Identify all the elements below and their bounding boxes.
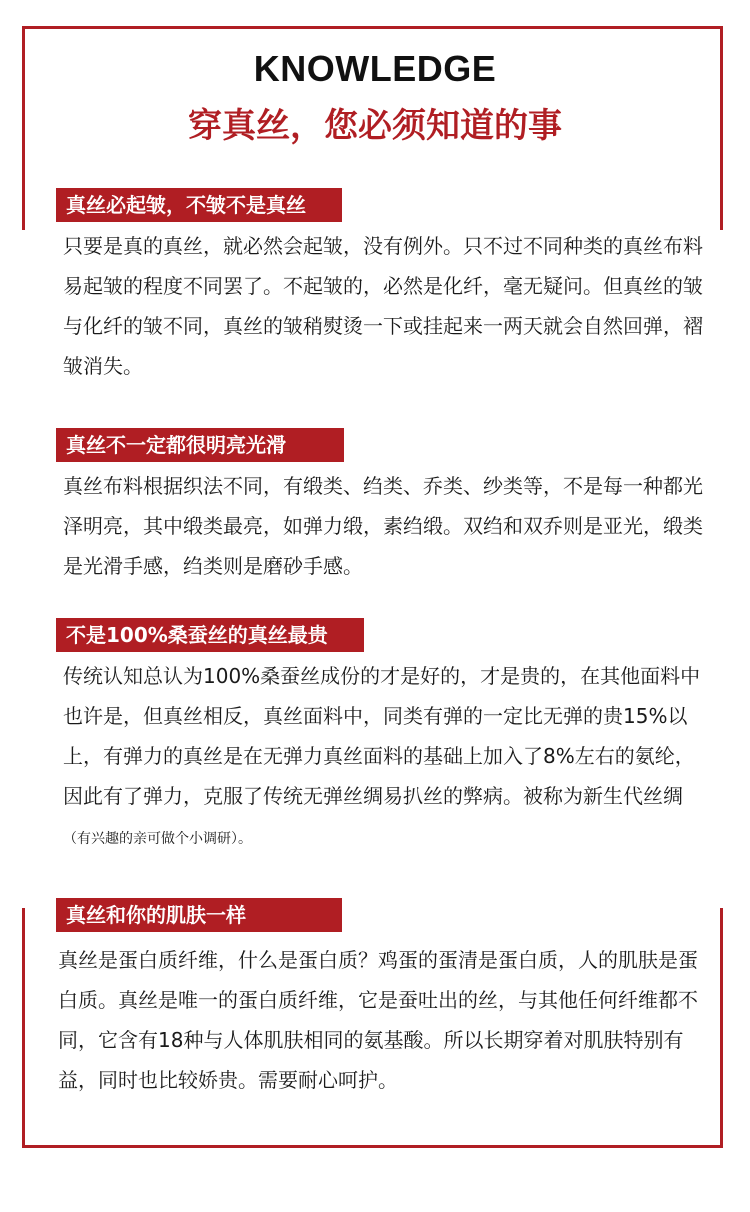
section-body-wrinkle: 只要是真的真丝，就必然会起皱，没有例外。只不过不同种类的真丝布料易起皱的程度不同罢了。不起皱的，必然是化纤，毫无疑问。但真丝的皱与化纤的皱不同，真丝的皱稍熨烫一下或挂起来一两天就会自然回弹，褶皱消失。 xyxy=(63,234,703,378)
section-body-skin: 真丝是蛋白质纤维，什么是蛋白质？鸡蛋的蛋清是蛋白质，人的肌肤是蛋白质。真丝是唯一的蛋白质纤维，它是蚕吐出的丝，与其他任何纤维都不同，它含有18种与人体肌肤相同的氨基酸。所以长期穿着对肌肤特别有益，同时也比较娇贵。需要耐心呵护。 xyxy=(58,948,698,1092)
section-heading-price: 不是100%桑蚕丝的真丝最贵 xyxy=(56,618,364,652)
frame-top-line xyxy=(22,26,723,29)
section-body-price xyxy=(63,656,703,859)
page-title-chinese: 穿真丝，您必须知道的事 xyxy=(188,106,562,146)
section-body-price-text: 传统认知总认为100%桑蚕丝成份的才是好的，才是贵的，在其他面料中也许是，但真丝相反，真丝面料中，同类有弹的一定比无弹的贵15%以上，有弹力的真丝是在无弹力真丝面料的基础上加入了8%左右的氨纶，因此有了弹力，克服了传统无弹丝绸易扒丝的弊病。被称为新生代丝绸 xyxy=(63,664,701,808)
frame-right-line-bottom xyxy=(720,908,723,1148)
section-heading-luster: 真丝不一定都很明亮光滑 xyxy=(56,428,344,462)
page-title-english: KNOWLEDGE xyxy=(253,48,497,89)
frame-bottom-line xyxy=(22,1145,723,1148)
frame-left-line-bottom xyxy=(22,908,25,1148)
section-heading-wrinkle: 真丝必起皱，不皱不是真丝 xyxy=(56,188,342,222)
section-body-luster: 真丝布料根据织法不同，有缎类、绉类、乔类、纱类等，不是每一种都光泽明亮，其中缎类最亮，如弹力缎，素绉缎。双绉和双乔则是亚光，缎类是光滑手感，绉类则是磨砂手感。 xyxy=(63,474,703,578)
section-heading-skin: 真丝和你的肌肤一样 xyxy=(56,898,342,932)
section-body-price-note: （有兴趣的亲可做个小调研）。 xyxy=(63,831,252,847)
